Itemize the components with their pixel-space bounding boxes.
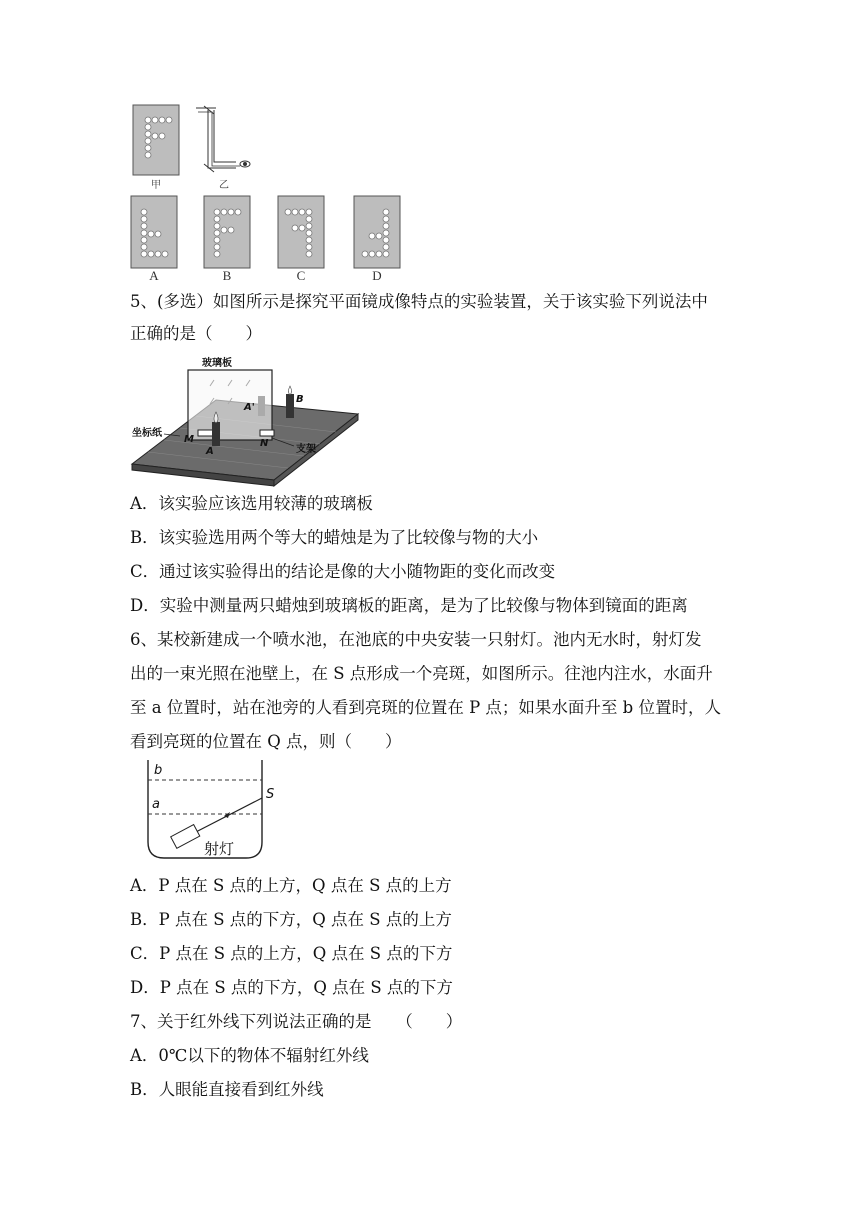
option-label-c: C — [296, 268, 306, 283]
option-label-d: D — [372, 268, 382, 283]
q5-stem-line1: 5、(多选）如图所示是探究平面镜成像特点的实验装置，关于该实验下列说法中 — [130, 292, 708, 311]
q6-stem-line2: 出的一束光照在池壁上，在 S 点形成一个亮斑，如图所示。往池内注水，水面升 — [130, 664, 713, 683]
label-stand: 支架 — [296, 444, 316, 455]
label-m: M — [184, 434, 194, 445]
option-card-c — [278, 196, 324, 268]
label-b-level: b — [154, 763, 163, 778]
q7-option-a: A．0℃以下的物体不辐射红外线 — [130, 1046, 369, 1065]
label-grid-paper: 坐标纸 — [132, 428, 162, 439]
q5-figure-svg — [128, 352, 368, 487]
label-n: N — [260, 438, 269, 449]
q7-option-b: B．人眼能直接看到红外线 — [130, 1080, 324, 1099]
q4-figure — [128, 100, 408, 290]
q7-stem: 7、关于红外线下列说法正确的是 （ ） — [130, 1012, 463, 1031]
q5-stem-line2: 正确的是（ ） — [130, 324, 262, 343]
option-card-a — [131, 196, 177, 268]
label-a-level: a — [152, 797, 160, 812]
q6-figure-svg — [140, 758, 280, 862]
q6-stem-line4: 看到亮斑的位置在 Q 点，则（ ） — [130, 732, 402, 751]
label-a: A — [206, 446, 214, 457]
q5-option-d: D．实验中测量两只蜡烛到玻璃板的距离，是为了比较像与物体到镜面的距离 — [130, 596, 688, 615]
option-card-d — [354, 196, 400, 268]
q6-option-c: C．P 点在 S 点的上方，Q 点在 S 点的下方 — [130, 944, 453, 963]
q5-option-c: C．通过该实验得出的结论是像的大小随物距的变化而改变 — [130, 562, 556, 581]
label-jia: 甲 — [151, 180, 161, 191]
label-glass: 玻璃板 — [202, 358, 232, 369]
q5-figure — [128, 352, 368, 487]
label-yi: 乙 — [219, 180, 229, 191]
label-a-prime: A' — [244, 402, 255, 413]
q4-figure-svg — [128, 100, 408, 290]
q6-stem-line3: 至 a 位置时，站在池旁的人看到亮斑的位置在 P 点；如果水面升至 b 位置时，人 — [130, 698, 721, 717]
q6-option-a: A．P 点在 S 点的上方，Q 点在 S 点的上方 — [130, 876, 452, 895]
option-label-a: A — [149, 268, 159, 283]
label-s-point: S — [266, 787, 275, 802]
label-spotlight: 射灯 — [204, 840, 235, 858]
q5-option-a: A．该实验应该选用较薄的玻璃板 — [130, 494, 373, 513]
periscope-yi — [196, 106, 250, 172]
label-b: B — [296, 394, 304, 405]
option-label-b: B — [222, 268, 232, 283]
option-card-b — [204, 196, 250, 268]
q6-figure — [140, 758, 280, 862]
q6-option-b: B．P 点在 S 点的下方，Q 点在 S 点的上方 — [130, 910, 452, 929]
q6-stem-line1: 6、某校新建成一个喷水池，在池底的中央安装一只射灯。池内无水时，射灯发 — [130, 630, 702, 649]
card-jia — [133, 105, 179, 175]
q5-option-b: B．该实验选用两个等大的蜡烛是为了比较像与物的大小 — [130, 528, 539, 547]
q6-option-d: D．P 点在 S 点的下方，Q 点在 S 点的下方 — [130, 978, 453, 997]
